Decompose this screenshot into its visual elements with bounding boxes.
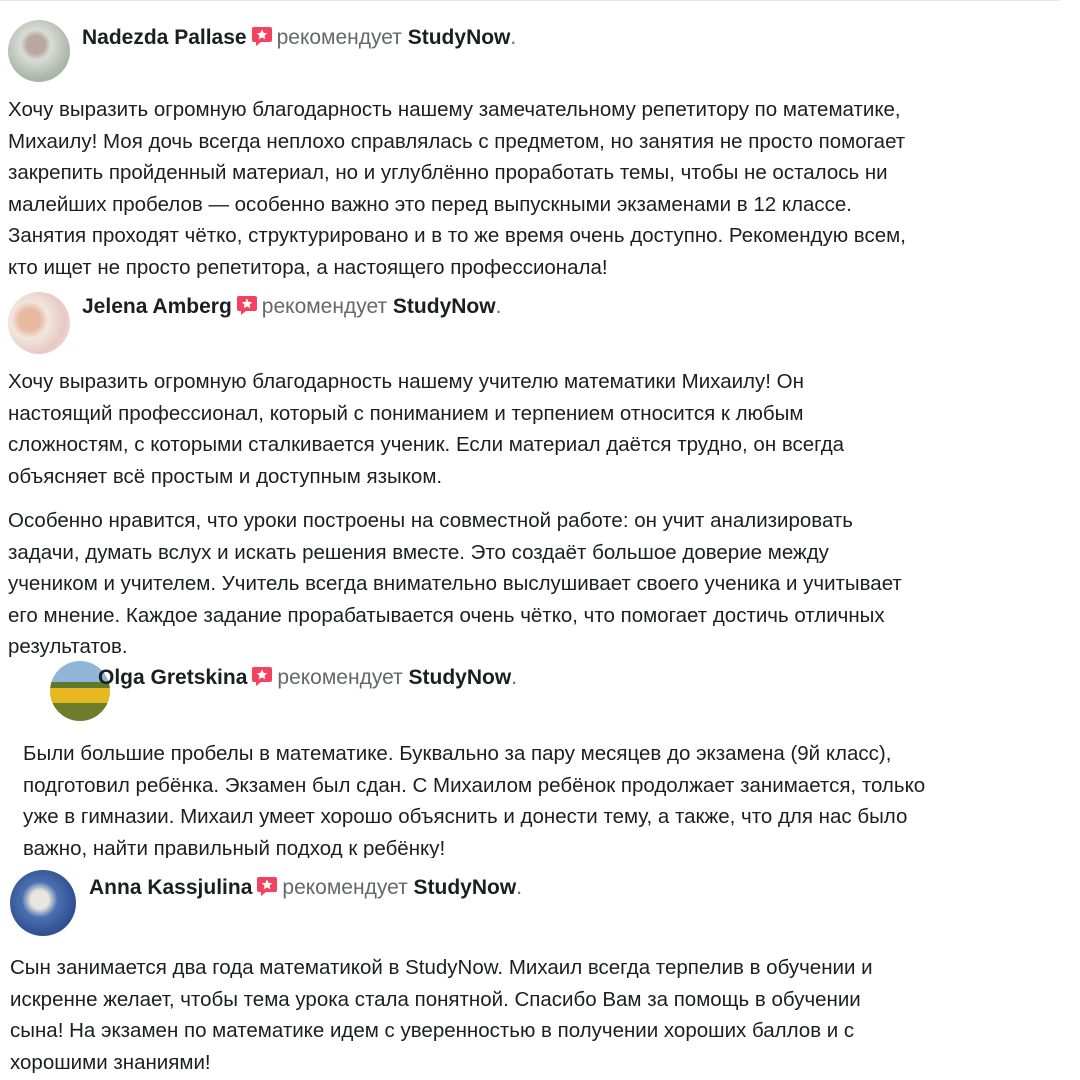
text-line: задачи, думать вслух и искать решения вместе. Это создаёт большое доверие между: [8, 540, 829, 564]
text-line: Были большие пробелы в математике. Буквально за пару месяцев до экзамена (9й класс),: [23, 742, 892, 765]
text-line: закрепить пройденный материал, но и углублённо проработать темы, чтобы не осталось ни: [8, 161, 888, 184]
review-text: [23, 738, 925, 858]
review-header: [89, 875, 522, 901]
review-text: [8, 366, 844, 492]
text-line: уже в гимназии. Михаил умеет хорошо объяснить и донести тему, а также, что для нас было: [23, 805, 908, 828]
text-line: искренне желает, чтобы тема урока стала понятной. Спасибо Вам за помощь в обучении: [10, 987, 861, 1011]
text-line: его мнение. Каждое задание прорабатывается очень чётко, что помогает достичь отличных: [8, 603, 885, 627]
text-line: Хочу выразить огромную благодарность нашему учителю математики Михаилу! Он: [8, 370, 804, 393]
text-line: Сын занимается два года математикой в StudyNow. Михаил всегда терпелив в обучении и: [10, 956, 873, 979]
recommend-badge-icon: [251, 25, 273, 47]
text-line: Михаилу! Моя дочь всегда неплохо справлялась с предметом, но занятия не просто помогает: [8, 129, 906, 153]
reviewer-name[interactable]: Nadezda Pallase: [82, 26, 247, 49]
reviewer-name[interactable]: Olga Gretskina: [98, 666, 248, 689]
divider: [0, 0, 1060, 1]
period: .: [495, 295, 502, 318]
recommends-label: рекомендует: [282, 876, 408, 899]
recommend-badge-icon: [256, 875, 278, 897]
text-line: объясняет всё простым и доступным языком.: [8, 464, 443, 488]
reviewer-name[interactable]: Anna Kassjulina: [89, 876, 253, 899]
text-line: сложностям, с которыми сталкивается ученик. Если материал даётся трудно, он всегда: [8, 433, 845, 456]
period: .: [516, 876, 523, 899]
text-line: важно, найти правильный подход к ребёнку!: [23, 836, 446, 858]
period: .: [510, 26, 517, 49]
recommend-badge-icon: [251, 665, 273, 687]
review-header: [82, 25, 516, 51]
text-line: кто ищет не просто репетитора, а настоящего профессионала!: [8, 255, 608, 279]
review-header: [98, 665, 517, 691]
avatar[interactable]: [8, 292, 70, 354]
text-line: малейших пробелов — особенно важно это перед выпускными экзаменами в 12 классе.: [8, 192, 852, 216]
text-line: учеником и учителем. Учитель всегда внимательно выслушивает своего ученика и учитывает: [8, 572, 902, 595]
text-line: Хочу выразить огромную благодарность нашему замечательному репетитору по математике,: [8, 98, 901, 121]
text-line: сына! На экзамен по математике идем с уверенностью в получении хороших баллов и с: [10, 1019, 855, 1042]
page-link[interactable]: StudyNow: [413, 876, 517, 899]
recommend-badge-icon: [236, 294, 258, 316]
review-text: [10, 952, 873, 1078]
text-line: настоящий профессионал, который с пониманием и терпением относится к любым: [8, 401, 804, 425]
avatar[interactable]: [10, 870, 76, 936]
page-link[interactable]: StudyNow: [392, 295, 496, 318]
recommends-label: рекомендует: [276, 26, 402, 49]
review-text: [8, 505, 902, 663]
text-line: подготовил ребёнка. Экзамен был сдан. С Михаилом ребёнок продолжает занимается, только: [23, 773, 926, 797]
avatar[interactable]: [8, 20, 70, 82]
text-line: хорошими знаниями!: [10, 1050, 211, 1074]
text-line: Занятия проходят чётко, структурировано и в то же время очень доступно. Рекомендую всем,: [8, 224, 906, 247]
reviewer-name[interactable]: Jelena Amberg: [82, 295, 232, 318]
period: .: [511, 666, 518, 689]
review-header: [82, 294, 501, 320]
review-text: [8, 94, 906, 283]
recommends-label: рекомендует: [261, 295, 388, 318]
page-link[interactable]: StudyNow: [408, 666, 512, 689]
text-line: результатов.: [8, 635, 128, 658]
text-line: Особенно нравится, что уроки построены на совместной работе: он учит анализировать: [8, 509, 853, 532]
recommends-label: рекомендует: [277, 666, 403, 689]
page-link[interactable]: StudyNow: [407, 26, 511, 49]
